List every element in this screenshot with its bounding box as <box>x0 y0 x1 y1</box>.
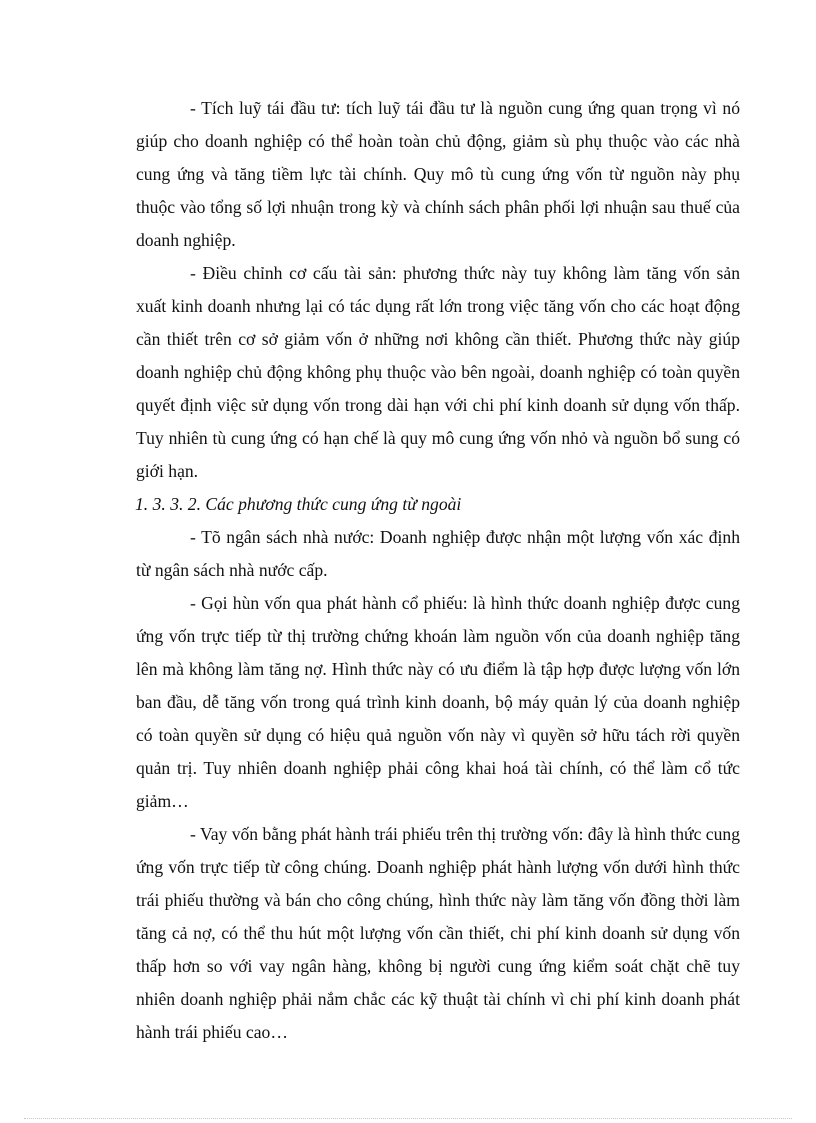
paragraph-share-issuance: - Gọi hùn vốn qua phát hành cổ phiếu: là hình thức doanh nghiệp được cung ứng vốn trực tiếp từ thị trường chứng khoán làm nguồn vốn của doanh nghiệp tăng lên mà không làm tăng nợ. Hình thức này có ưu điểm là tập hợp được lượng vốn lớn ban đầu, dễ tăng vốn trong quá trình kinh doanh, bộ máy quản lý của doanh nghiệp có toàn quyền sử dụng có hiệu quả nguồn vốn này vì quyền sở hữu tách rời quyền quản trị. Tuy nhiên doanh nghiệp phải công khai hoá tài chính, có thể làm cổ tức giảm… <box>136 593 740 811</box>
document-page <box>136 92 740 1049</box>
paragraph-state-budget: - Tõ ngân sách nhà nước: Doanh nghiệp được nhận một lượng vốn xác định từ ngân sách nhà nước cấp. <box>136 527 740 580</box>
paragraph-asset-restructuring: - Điều chỉnh cơ cấu tài sản: phương thức này tuy không làm tăng vốn sản xuất kinh doanh nhưng lại có tác dụng rất lớn trong việc tăng vốn cho các hoạt động cần thiết trên cơ sở giảm vốn ở những nơi không cần thiết. Phương thức này giúp doanh nghiệp chủ động không phụ thuộc vào bên ngoài, doanh nghiệp có toàn quyền quyết định việc sử dụng vốn trong dài hạn với chi phí kinh doanh sử dụng vốn thấp. Tuy nhiên tù cung ứng có hạn chế là quy mô cung ứng vốn nhỏ và nguồn bổ sung có giới hạn. <box>136 263 740 481</box>
section-heading: 1. 3. 3. 2. Các phương thức cung ứng từ ngoài <box>135 494 462 514</box>
page-bottom-divider <box>24 1118 792 1119</box>
paragraph-retained-earnings: - Tích luỹ tái đầu tư: tích luỹ tái đầu tư là nguồn cung ứng quan trọng vì nó giúp cho doanh nghiệp có thể hoàn toàn chủ động, giảm sù phụ thuộc vào các nhà cung ứng và tăng tiềm lực tài chính. Quy mô tù cung ứng vốn từ nguồn này phụ thuộc vào tổng số lợi nhuận trong kỳ và chính sách phân phối lợi nhuận sau thuế của doanh nghiệp. <box>136 98 740 250</box>
paragraph-bond-issuance: - Vay vốn bằng phát hành trái phiếu trên thị trường vốn: đây là hình thức cung ứng vốn trực tiếp từ công chúng. Doanh nghiệp phát hành lượng vốn dưới hình thức trái phiếu thường và bán cho công chúng, hình thức này làm tăng vốn đồng thời làm tăng cả nợ, có thể thu hút một lượng vốn cần thiết, chi phí kinh doanh sử dụng vốn thấp hơn so với vay ngân hàng, không bị người cung ứng kiểm soát chặt chẽ tuy nhiên doanh nghiệp phải nắm chắc các kỹ thuật tài chính vì chi phí kinh doanh phát hành trái phiếu cao… <box>136 824 740 1042</box>
